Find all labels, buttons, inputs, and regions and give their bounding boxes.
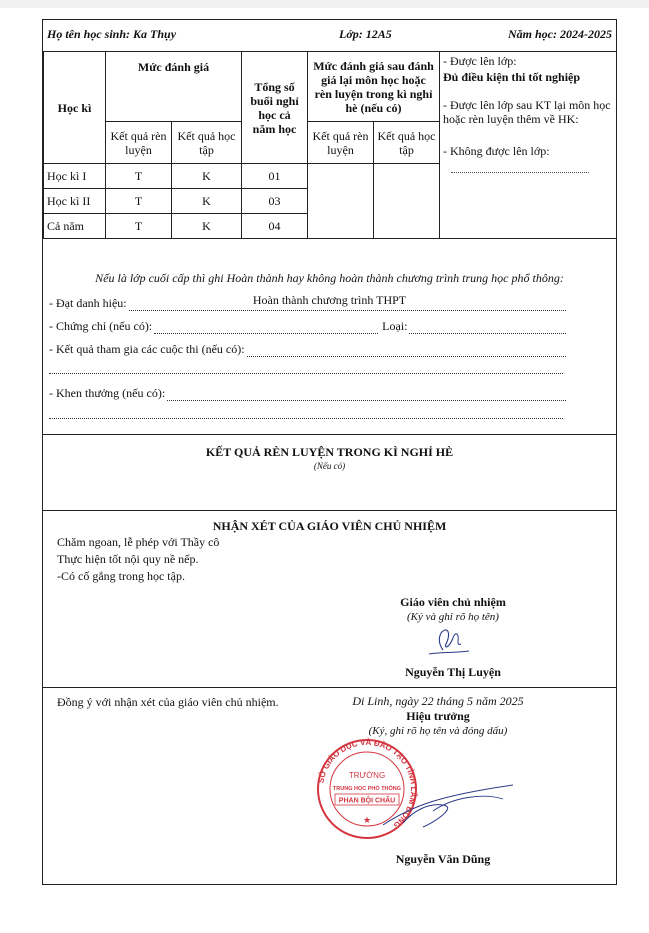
row-study: K — [172, 189, 242, 214]
completion-instruction: Nếu là lớp cuối cấp thì ghi Hoàn thành hay không hoàn thành chương trình trung học phổ thông: — [95, 271, 564, 285]
row-term: Học kì I — [44, 164, 106, 189]
teacher-signature — [423, 624, 483, 662]
field-certificate-label: - Chứng chỉ (nếu có): — [49, 319, 153, 333]
sub-conduct2-header: Kết quả rèn luyện — [308, 122, 374, 164]
summer-study-cell — [374, 164, 440, 239]
report-sheet — [42, 19, 617, 885]
col-summer-header: Mức đánh giá sau đánh giá lại môn học hoặc rèn luyện trong kì nghỉ hè (nếu có) — [308, 52, 440, 122]
retake-label: - Được lên lớp sau KT lại môn học hoặc rèn luyện thêm về HK: — [443, 98, 611, 126]
row-conduct: T — [106, 189, 172, 214]
field-awards-row — [49, 386, 566, 401]
principal-sign-note: (Ký, ghi rõ họ tên và đóng dấu) — [368, 725, 508, 737]
field-certificate-row — [49, 319, 566, 334]
student-name: Họ tên học sinh: Ka Thụy — [47, 27, 177, 41]
teacher-comment-line: Chăm ngoan, lễ phép với Thầy cô — [57, 535, 220, 549]
promote-value: Đủ điều kiện thi tốt nghiệp — [443, 70, 581, 84]
field-title-label: - Đạt danh hiệu: — [49, 296, 127, 310]
promote-label: - Được lên lớp: — [443, 54, 517, 68]
principal-role: Hiệu trưởng — [406, 709, 470, 723]
field-contests-blank — [247, 346, 566, 357]
teacher-sign-note: (Ký và ghi rõ họ tên) — [407, 611, 499, 623]
teacher-name: Nguyễn Thị Luyện — [405, 665, 501, 679]
sub-study-header: Kết quả học tập — [172, 122, 242, 164]
teacher-role: Giáo viên chủ nhiệm — [400, 595, 506, 609]
field-contests-label: - Kết quả tham gia các cuộc thi (nếu có): — [49, 342, 245, 356]
field-awards-label: - Khen thưởng (nếu có): — [49, 386, 166, 400]
teacher-comment-line: -Có cố gắng trong học tập. — [57, 569, 185, 583]
row-term: Học kì II — [44, 189, 106, 214]
principal-agreement: Đồng ý với nhận xét của giáo viên chủ nhiệm. — [57, 695, 279, 709]
awards-blank-line — [49, 418, 563, 419]
col-total-absent-header: Tổng số buổi nghỉ học cả năm học — [242, 52, 308, 164]
place-date: Di Linh, ngày 22 tháng 5 năm 2025 — [352, 694, 524, 708]
row-study: K — [172, 214, 242, 239]
contests-blank-line — [49, 373, 563, 374]
col-eval-header: Mức đánh giá — [106, 52, 242, 122]
field-type-label: Loại: — [382, 319, 408, 333]
col-term-header: Học kì — [44, 52, 106, 164]
stamp-line-1: TRƯỜNG — [348, 771, 386, 780]
top-band — [0, 0, 649, 8]
field-awards-blank — [167, 390, 566, 401]
divider — [43, 687, 616, 688]
stamp-line-2: TRUNG HỌC PHỔ THÔNG — [332, 786, 402, 792]
summer-title: KẾT QUẢ RÈN LUYỆN TRONG KÌ NGHỈ HÈ — [205, 445, 454, 459]
not-promoted-label: - Không được lên lớp: — [443, 144, 550, 158]
school-year: Năm học: 2024-2025 — [508, 27, 612, 41]
divider — [43, 434, 616, 435]
not-promoted-blank — [451, 160, 589, 173]
row-absent: 03 — [242, 189, 308, 214]
divider — [43, 510, 616, 511]
teacher-comment-title: NHẬN XÉT CỦA GIÁO VIÊN CHỦ NHIỆM — [212, 519, 447, 533]
svg-text:★: ★ — [362, 815, 372, 825]
sub-study2-header: Kết quả học tập — [374, 122, 440, 164]
row-term: Cả năm — [44, 214, 106, 239]
completion-value: Hoàn thành chương trình THPT — [252, 293, 407, 307]
grades-table — [43, 51, 617, 239]
teacher-comment-line: Thực hiện tốt nội quy nề nếp. — [57, 552, 199, 566]
stamp-outer-text: SỞ GIÁO DỤC VÀ ĐÀO TẠO TỈNH LÂM ĐỒNG — [316, 737, 419, 830]
sub-conduct-header: Kết quả rèn luyện — [106, 122, 172, 164]
field-contests-row — [49, 342, 566, 357]
row-absent: 04 — [242, 214, 308, 239]
row-absent: 01 — [242, 164, 308, 189]
row-conduct: T — [106, 164, 172, 189]
principal-name: Nguyễn Văn Dũng — [395, 852, 491, 866]
row-conduct: T — [106, 214, 172, 239]
promotion-notes — [440, 52, 617, 239]
principal-signature — [373, 765, 523, 845]
summer-conduct-cell — [308, 164, 374, 239]
field-type-blank — [409, 323, 566, 334]
field-title-blank — [129, 300, 566, 311]
stamp-line-3: PHAN BỘI CHÂU — [338, 797, 396, 805]
field-certificate-blank — [154, 323, 378, 334]
class-name: Lớp: 12A5 — [339, 27, 392, 41]
field-title-row — [49, 296, 566, 311]
row-study: K — [172, 164, 242, 189]
summer-subtitle: (Nếu có) — [313, 461, 346, 471]
